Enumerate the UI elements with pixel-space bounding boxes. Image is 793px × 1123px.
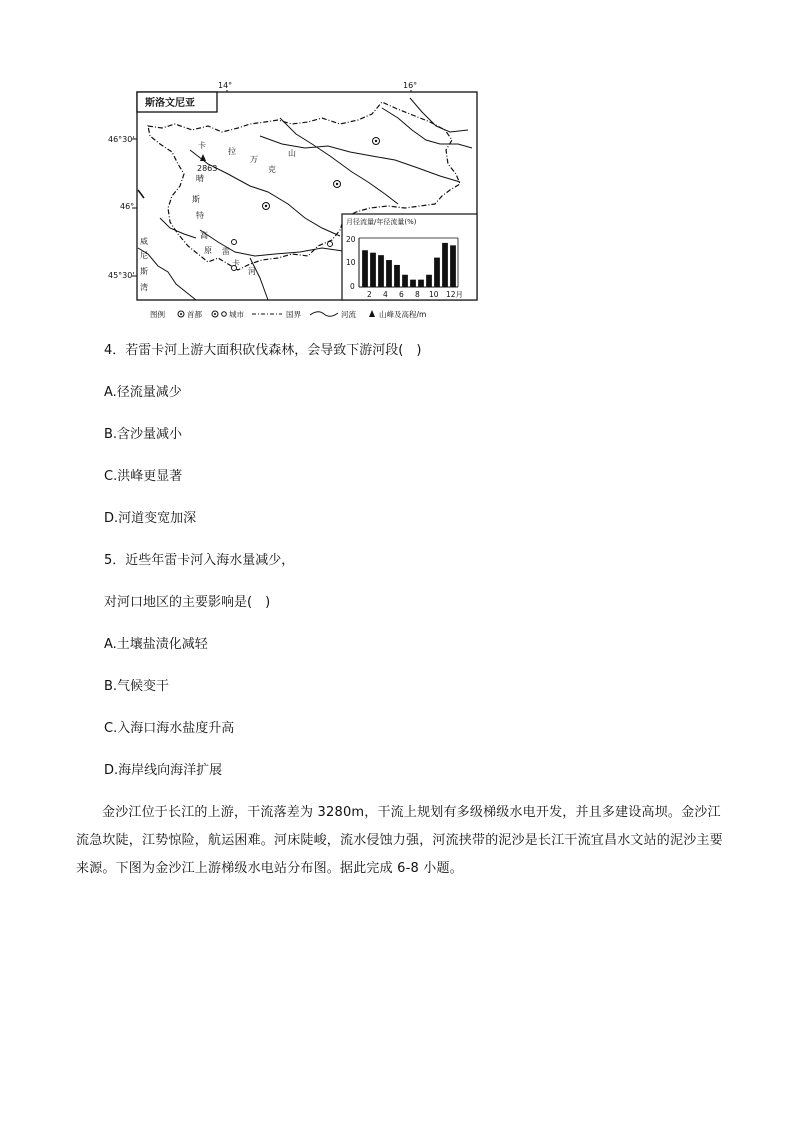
peak-legend-icon [369,310,375,317]
city-symbol [373,138,380,145]
x-tick-10: 10 [429,290,439,299]
question-5-option-a[interactable]: A.土壤盐渍化减轻 [104,637,208,652]
lon-label-16: 16° [403,81,418,90]
x-tick-8: 8 [415,290,420,299]
map-legend [150,309,426,319]
label-alps-3: 特 [196,211,204,220]
label-river-3: 河 [248,267,256,276]
capital-symbol [263,203,270,210]
question-5-option-b[interactable]: B.气候变干 [104,679,170,694]
map-title: 斯洛文尼亚 [145,98,195,109]
bar-month-11 [442,243,448,287]
label-alps-2: 斯 [192,195,200,204]
question-4-option-b[interactable]: B.含沙量减小 [104,427,183,442]
legend-border: 国界 [286,310,301,319]
runoff-inset-chart [342,214,477,300]
lat-label-45-30: 45°30' [108,271,135,280]
peak-elevation: 2863 [197,164,218,173]
x-tick-4: 4 [383,290,388,299]
slovenia-map-figure [100,78,495,328]
legend-river: 河流 [341,310,356,319]
legend-city: 城市 [229,310,244,319]
legend-capital: 首都 [187,310,202,319]
label-river-1: 雷 [222,247,230,256]
question-5-option-c[interactable]: C.入海口海水盐度升高 [104,721,235,736]
label-sea-1: 威 [140,237,148,246]
label-river-2: 卡 [232,259,240,268]
x-tick-2: 2 [367,290,372,299]
y-tick-0: 0 [350,282,355,291]
bar-month-10 [434,258,440,287]
legend-label: 图例 [150,310,165,319]
legend-peak: 山峰及高程/m [379,310,427,319]
bar-month-9 [426,275,432,287]
bar-month-2 [370,253,376,287]
y-tick-20: 20 [346,235,356,244]
question-4-option-c[interactable]: C.洪峰更显著 [104,469,183,484]
bar-month-6 [402,275,408,287]
lat-label-46-30: 46°30' [108,135,135,144]
bar-month-12 [450,245,456,287]
question-5-stem: 5．近些年雷卡河入海水量减少， [104,553,295,568]
x-tick-12: 12月 [446,290,464,299]
question-4-option-d[interactable]: D.河道变宽加深 [104,511,197,526]
bar-month-8 [418,280,424,287]
bar-month-3 [378,255,384,287]
city-symbol [232,240,237,245]
label-sea-4: 湾 [140,283,148,292]
label-mountain-5: 山 [288,149,296,158]
river-legend-icon [310,312,338,317]
question-5-stem-continued: 对河口地区的主要影响是( ) [104,595,271,610]
question-5-option-d[interactable]: D.海岸线向海洋扩展 [104,763,223,778]
lon-label-14: 14° [218,81,233,90]
label-plateau-1: 高 [200,231,208,240]
city-symbol [334,181,341,188]
bar-month-5 [394,265,400,287]
label-mountain-3: 万 [250,155,258,164]
label-mountain-2: 拉 [228,147,236,156]
y-tick-10: 10 [346,258,356,267]
label-plateau-2: 原 [204,246,212,255]
label-mountain-4: 克 [268,165,276,174]
x-tick-6: 6 [399,290,404,299]
question-4-stem: 4．若雷卡河上游大面积砍伐森林，会导致下游河段( ) [104,343,422,358]
bar-month-4 [386,260,392,287]
label-alps-1: 晴 [196,174,204,183]
bar-month-1 [362,250,368,287]
label-sea-2: 尼 [140,251,148,260]
jinsha-river-paragraph: 金沙江位于长江的上游，干流落差为 3280m，干流上规划有多级梯级水电开发，并且多建设高坝。金沙江流急坎陡，江势惊险，航运困难。河床陡峻，流水侵蚀力强，河流挟带的泥沙是长江干流宜昌水文站的泥沙主要来源。下图为金沙江上游梯级水电站分布图。据此完成 6-8 小题。 [76,805,723,876]
label-mountain-1: 卡 [198,141,206,150]
question-4-option-a[interactable]: A.径流量减少 [104,385,182,400]
city-symbol [328,242,333,247]
slovenia-map [100,78,495,328]
label-sea-3: 斯 [140,267,148,276]
inset-chart-title: 月径流量/年径流量(%) [346,218,417,226]
lat-label-46: 46° [120,202,135,211]
bar-month-7 [410,280,416,287]
